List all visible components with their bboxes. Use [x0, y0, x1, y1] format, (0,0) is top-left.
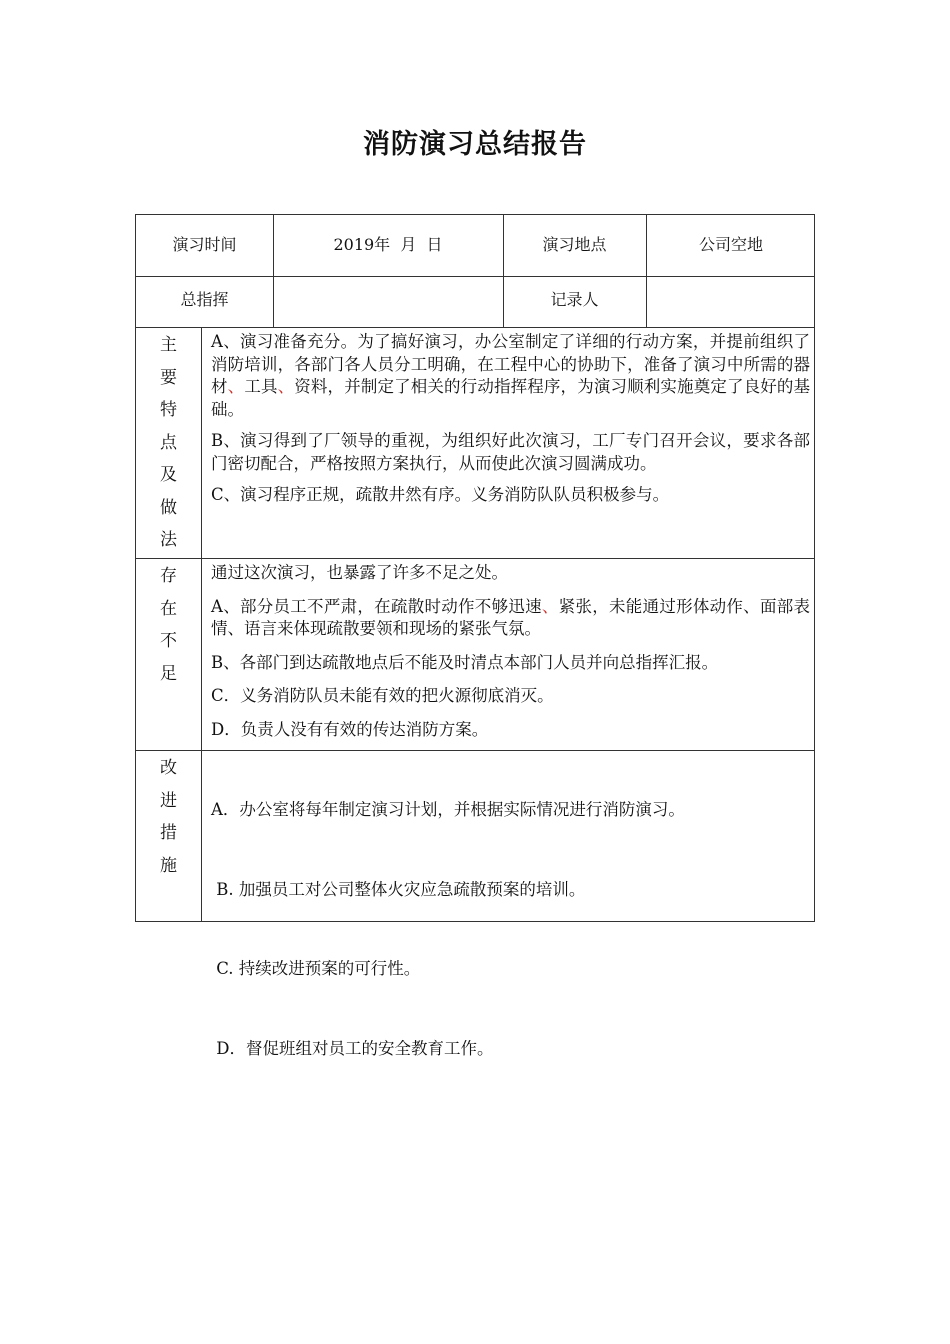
features-item-a — [211, 331, 810, 421]
text: 、 — [541, 596, 559, 616]
shortcomings-item-c: C．义务消防队员未能有效的把火源彻底消灭。 — [211, 686, 554, 705]
shortcomings-item-a — [211, 596, 810, 641]
recorder-value[interactable] — [646, 276, 816, 320]
document-title: 消防演习总结报告 — [363, 129, 587, 160]
label-char: 主 — [160, 335, 177, 355]
label-char: 进 — [160, 790, 177, 811]
label-char: 不 — [160, 631, 177, 651]
label-char: 措 — [160, 823, 177, 843]
label-char: 及 — [160, 465, 177, 485]
shortcomings-intro: 通过这次演习，也暴露了许多不足之处。 — [211, 563, 508, 582]
improvements-section-label — [136, 750, 201, 882]
text: A、演习准备充分。为了搞好演习，办公室制定了详细的行动方案，并提前组织了消防培训，各部门各人员分工明确，在工程中心的协助下，准备了演习中所需的器材 — [211, 332, 810, 396]
improvements-item-d: D．督促班组对员工的安全教育工作。 — [211, 1038, 494, 1058]
recorder-label: 记录人 — [550, 289, 599, 309]
shortcomings-section-label — [136, 558, 201, 690]
row-divider — [136, 750, 814, 751]
label-char: 要 — [160, 367, 177, 388]
shortcomings-content — [211, 562, 810, 750]
improvements-item-b: B. 加强员工对公司整体火灾应急疏散预案的培训。 — [211, 879, 586, 899]
label-char: 存 — [160, 566, 177, 586]
label-char: 做 — [160, 497, 177, 518]
improvements-item-a: A．办公室将每年制定演习计划，并根据实际情况进行消防演习。 — [211, 800, 685, 819]
features-section-label — [136, 327, 201, 557]
shortcomings-item-b: B、各部门到达疏散地点后不能及时清点本部门人员并向总指挥汇报。 — [211, 652, 719, 672]
label-char: 施 — [160, 855, 177, 876]
label-char: 在 — [160, 598, 177, 619]
label-char: 足 — [160, 663, 177, 684]
text: 工具 — [244, 377, 278, 396]
commander-value[interactable] — [273, 276, 503, 320]
text: 紧张，未能通过形体动作、面部表情、语言来体现疏散要领和现场的紧张气氛。 — [211, 596, 811, 638]
col-divider — [201, 327, 202, 921]
drill-location-value[interactable]: 公司空地 — [698, 234, 763, 254]
drill-time-label: 演习时间 — [172, 234, 237, 254]
features-item-c: C、演习程序正规，疏散井然有序。义务消防队队员积极参与。 — [211, 485, 670, 504]
features-item-b: B、演习得到了厂领导的重视，为组织好此次演习，工厂专门召开会议，要求各部门密切配合，严格按照方案执行，从而使此次演习圆满成功。 — [211, 431, 810, 473]
commander-label: 总指挥 — [180, 289, 229, 309]
row-divider — [136, 558, 814, 559]
features-content — [211, 331, 810, 516]
improvements-content — [211, 754, 810, 1114]
text: 、 — [227, 377, 245, 396]
drill-time-value[interactable]: 2019年 月 日 — [333, 234, 443, 254]
text: 资料，并制定了相关的行动指挥程序，为演习顺利实施奠定了良好的基础。 — [211, 377, 811, 419]
shortcomings-item-d: D．负责人没有有效的传达消防方案。 — [211, 719, 489, 739]
text: 、 — [277, 377, 295, 396]
drill-report-table — [135, 214, 815, 1058]
label-char: 点 — [160, 432, 177, 453]
drill-location-label: 演习地点 — [542, 234, 607, 254]
label-char: 特 — [160, 400, 177, 420]
row-divider — [136, 327, 814, 328]
label-char: 法 — [160, 530, 177, 550]
improvements-item-c: C. 持续改进预案的可行性。 — [211, 959, 421, 978]
text: A、部分员工不严肃，在疏散时动作不够迅速 — [211, 596, 542, 616]
label-char: 改 — [160, 758, 177, 778]
